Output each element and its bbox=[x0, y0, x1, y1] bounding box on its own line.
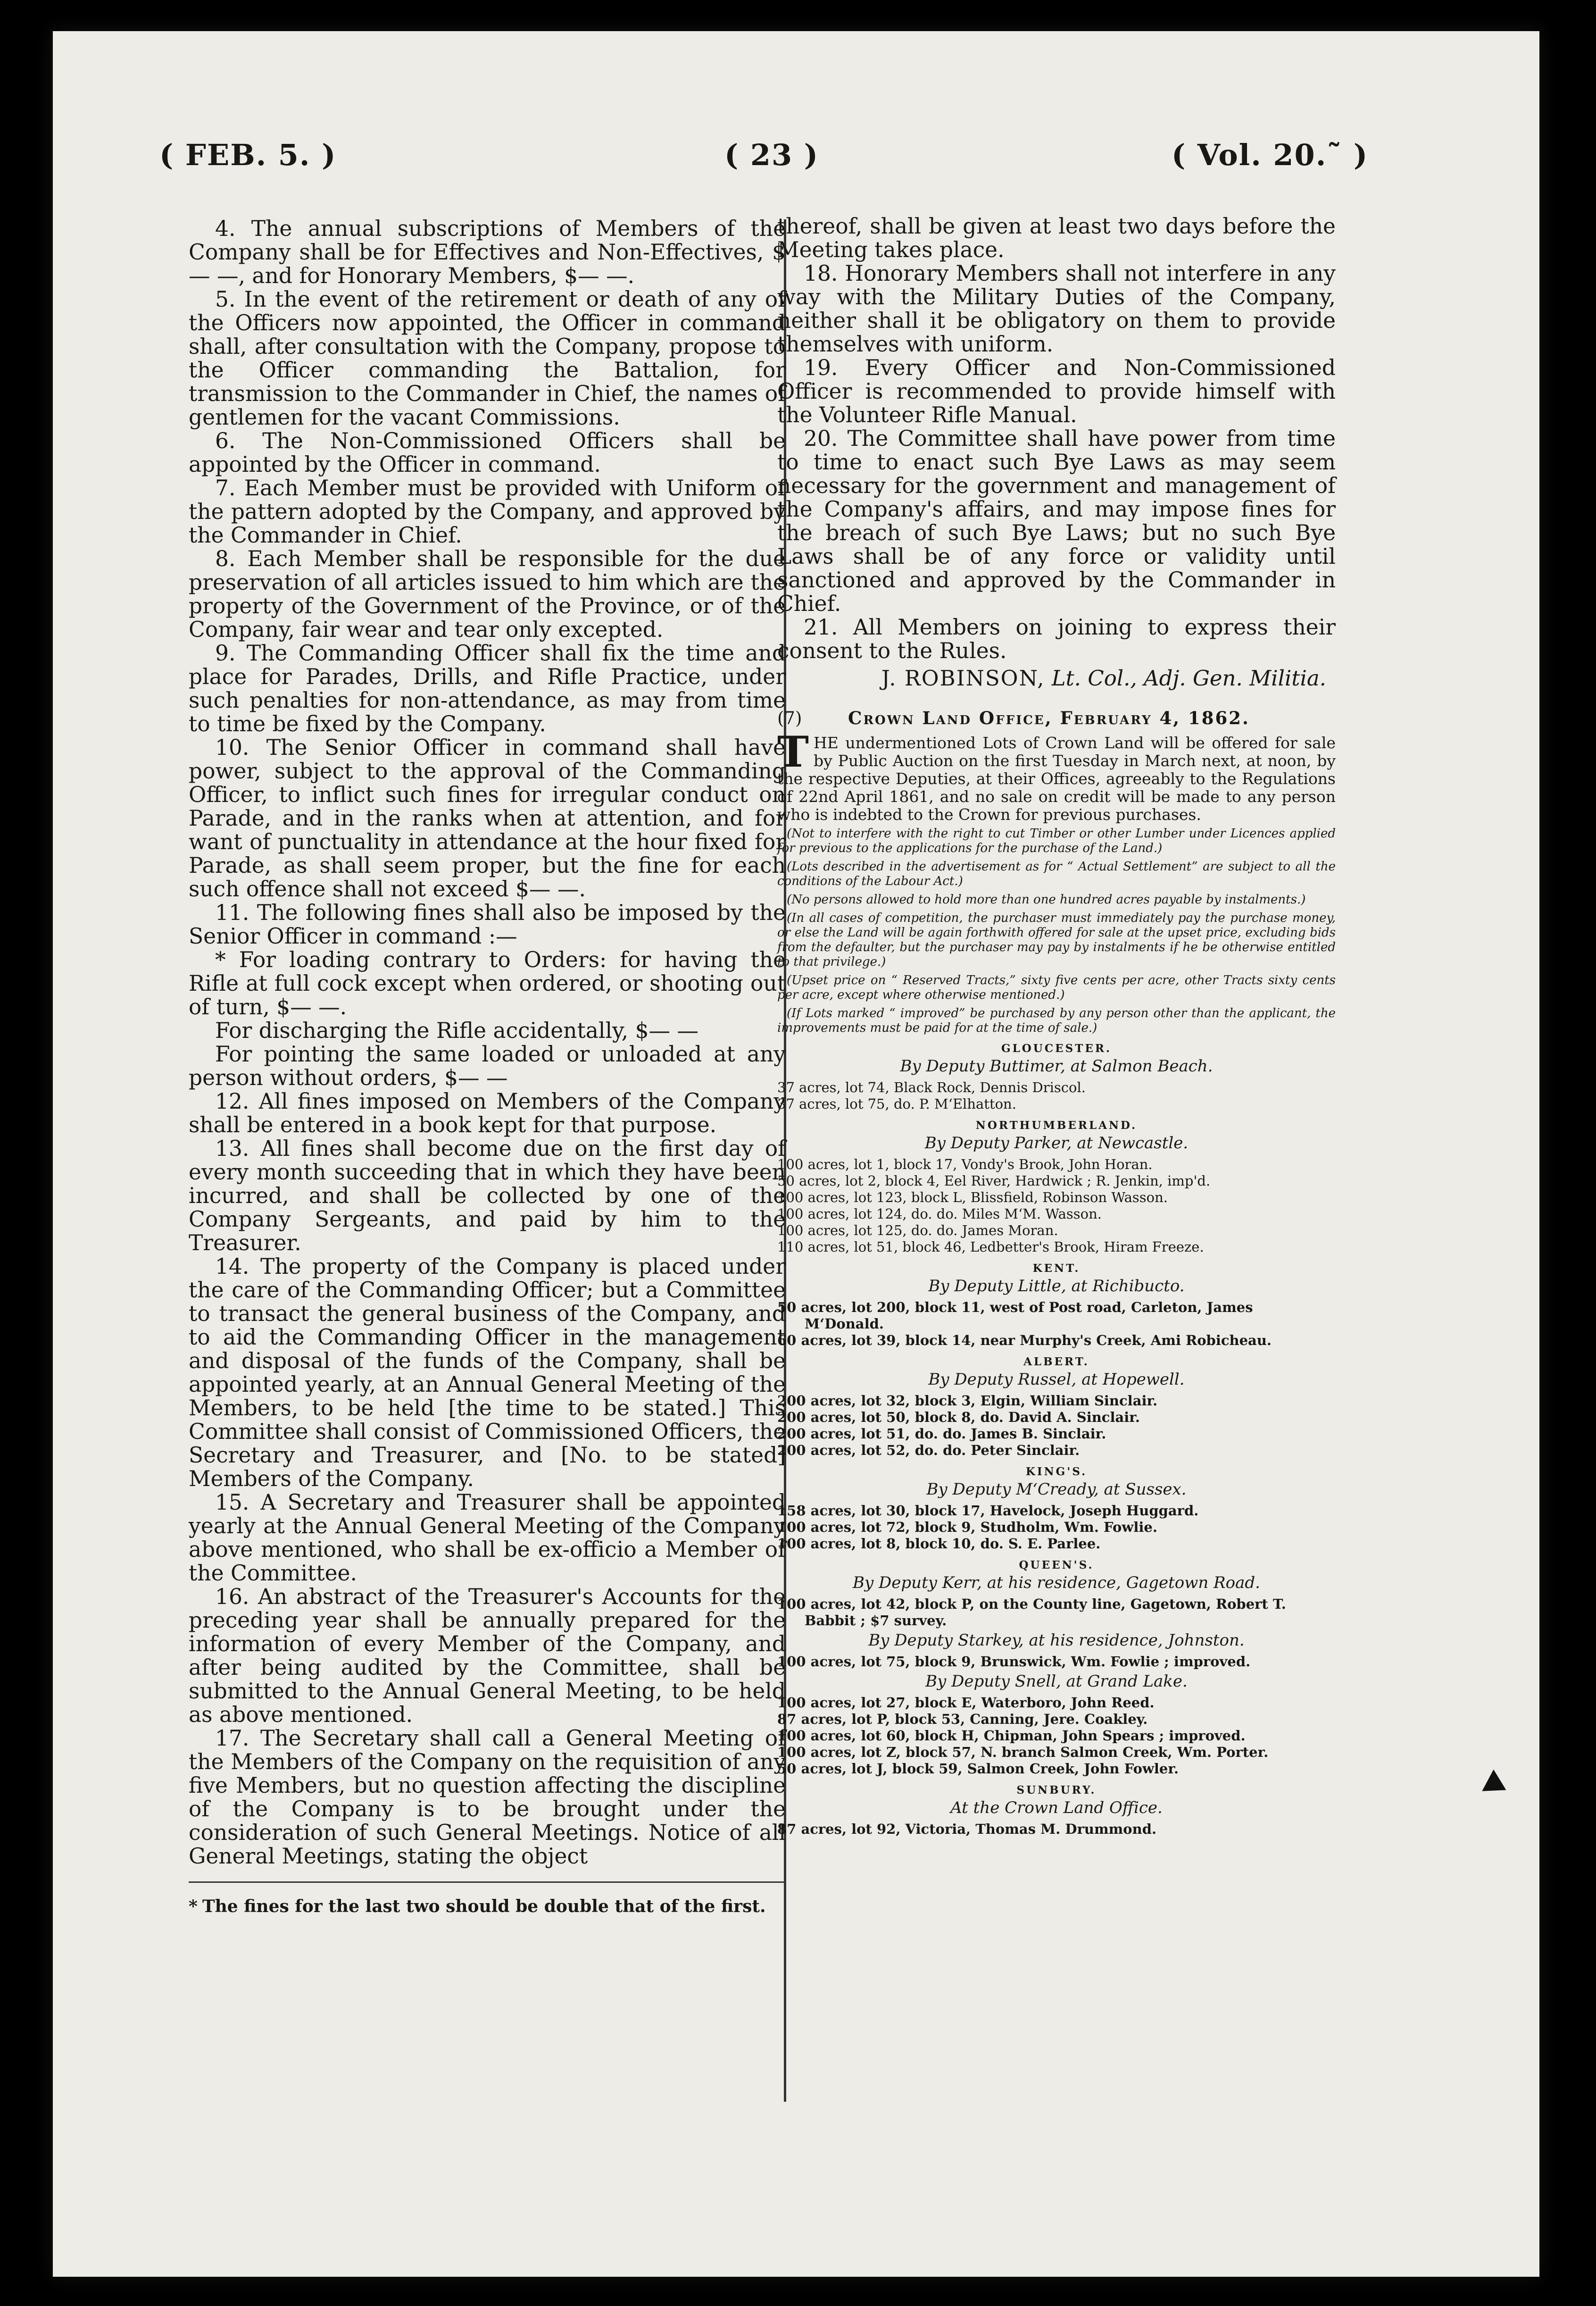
deputy-line: By Deputy Parker, at Newcastle. bbox=[924, 1134, 1189, 1153]
condition: (Not to interfere with the right to cut Timber or other Lumber under Licences applied for previous to the applications for the purchase of the Land.) bbox=[777, 827, 1336, 855]
rule-paragraph: 7. Each Member must be provided with Uniform of the pattern adopted by the Company, and approved by the Commander in Chief. bbox=[189, 476, 786, 548]
rule-paragraph: 15. A Secretary and Treasurer shall be appointed yearly at the Annual General Meeting of the Company above mentioned, who shall be ex-officio a Member of the Committee. bbox=[189, 1490, 786, 1586]
rule-paragraph: 19. Every Officer and Non-Commissioned Officer is recommended to provide himself with the Volunteer Rifle Manual. bbox=[777, 355, 1336, 427]
deputy-line: By Deputy Kerr, at his residence, Gagetown Road. bbox=[853, 1573, 1260, 1592]
rule-paragraph: 12. All fines imposed on Members of the Company shall be entered in a book kept for that purpose. bbox=[189, 1089, 786, 1137]
county-heading: GLOUCESTER. bbox=[1001, 1042, 1112, 1055]
lot-entry: 100 acres, lot 125, do. do. James Moran. bbox=[777, 1222, 1058, 1238]
notice-intro: HE undermentioned Lots of Crown Land will be offered for sale by Public Auction on the first Tuesday in March next, at noon, by the respective Deputies, at their Offices, agreeably to the Regulations of 22nd April 1861, and no sale on credit will be made to any person who is indebted to the Crown for previous purchases. bbox=[777, 734, 1336, 824]
header-page-number: ( 23 ) bbox=[724, 138, 819, 172]
rule-paragraph: thereof, shall be given at least two days before the Meeting takes place. bbox=[777, 214, 1336, 262]
signature bbox=[777, 665, 1326, 692]
header-date: ( FEB. 5. ) bbox=[159, 138, 337, 172]
lot-entry: 37 acres, lot 75, do. P. M‘Elhatton. bbox=[777, 1096, 1016, 1112]
left-column bbox=[189, 217, 786, 1920]
fine-item: For pointing the same loaded or unloaded at any person without orders, $— — bbox=[189, 1042, 786, 1090]
rule-paragraph: 4. The annual subscriptions of Members of the Company shall be for Effectives and Non-Effectives, $— —, and for Honorary Members, $— —. bbox=[189, 216, 786, 288]
lot-entry: 100 acres, lot 124, do. do. Miles M‘M. Wasson. bbox=[777, 1206, 1102, 1222]
lot-entry: 200 acres, lot 51, do. do. James B. Sinclair. bbox=[777, 1426, 1106, 1442]
condition: (No persons allowed to hold more than one hundred acres payable by instalments.) bbox=[787, 893, 1306, 907]
notice-title: Crown Land Office, February 4, 1862. bbox=[848, 708, 1250, 728]
lot-entry: 37 acres, lot 74, Black Rock, Dennis Driscol. bbox=[777, 1079, 1086, 1095]
rule-paragraph: 9. The Commanding Officer shall fix the time and place for Parades, Drills, and Rifle Practice, under such penalties for non-attendance, as may from time to time be fixed by the Company. bbox=[189, 641, 786, 736]
lot-entry: 110 acres, lot 51, block 46, Ledbetter's Brook, Hiram Freeze. bbox=[777, 1239, 1204, 1255]
deputy-line: By Deputy M‘Cready, at Sussex. bbox=[926, 1480, 1187, 1499]
lot-entry: 100 acres, lot 42, block P, on the County line, Gagetown, Robert T. Babbit ; $7 survey. bbox=[777, 1596, 1286, 1629]
county-heading: KING'S. bbox=[1025, 1465, 1088, 1478]
lot-entry: 100 acres, lot 27, block E, Waterboro, John Reed. bbox=[777, 1695, 1155, 1711]
notice-intro-block bbox=[777, 727, 1336, 824]
rule-paragraph: 13. All fines shall become due on the first day of every month succeeding that in which they have been incurred, and shall be collected by one of the Company Sergeants, and paid by him to the Treasurer. bbox=[189, 1136, 786, 1255]
footnote-mark: * bbox=[189, 1897, 198, 1916]
notice-number: (7) bbox=[777, 708, 802, 728]
fine-item: For discharging the Rifle accidentally, $— — bbox=[215, 1018, 698, 1043]
county-heading: KENT. bbox=[1032, 1262, 1081, 1275]
lot-entry: 50 acres, lot J, block 59, Salmon Creek, John Fowler. bbox=[777, 1761, 1179, 1777]
rule-paragraph: 20. The Committee shall have power from time to time to enact such Bye Laws as may seem necessary for the government and management of the Company's affairs, and may impose fines for the breach of such Bye Laws; but no such Bye Laws shall be of any force or validity until sanctioned and approved by the Commander in Chief. bbox=[777, 426, 1336, 616]
deputy-line: By Deputy Buttimer, at Salmon Beach. bbox=[900, 1057, 1213, 1076]
deputy-line: By Deputy Russel, at Hopewell. bbox=[928, 1370, 1185, 1389]
lot-entry: 100 acres, lot 75, block 9, Brunswick, Wm. Fowlie ; improved. bbox=[777, 1654, 1251, 1670]
notice-heading bbox=[777, 706, 1336, 730]
lot-entry: 100 acres, lot 72, block 9, Studholm, Wm. Fowlie. bbox=[777, 1519, 1157, 1535]
lot-entry: 87 acres, lot P, block 53, Canning, Jere. Coakley. bbox=[777, 1711, 1148, 1727]
deputy-line: At the Crown Land Office. bbox=[950, 1798, 1163, 1817]
signature-rank: Lt. Col., Adj. Gen. Militia. bbox=[1051, 666, 1326, 691]
lot-entry: 100 acres, lot 1, block 17, Vondy's Brook, John Horan. bbox=[777, 1156, 1153, 1172]
deputy-line: By Deputy Snell, at Grand Lake. bbox=[925, 1672, 1188, 1691]
county-heading: ALBERT. bbox=[1023, 1355, 1089, 1368]
lot-entry: 100 acres, lot 8, block 10, do. S. E. Parlee. bbox=[777, 1536, 1101, 1552]
condition: (In all cases of competition, the purchaser must immediately pay the purchase money, or else the Land will be again forthwith offered for sale at the upset price, excluding bids from the defaulter, but the purchaser may pay by instalments if he be otherwise entitled to that privilege.) bbox=[777, 911, 1336, 969]
fine-item: * For loading contrary to Orders: for having the Rifle at full cock except when ordered, or shooting out of turn, $— —. bbox=[189, 947, 786, 1019]
signature-name: J. ROBINSON, bbox=[881, 666, 1045, 691]
lot-entry: 50 acres, lot 2, block 4, Eel River, Hardwick ; R. Jenkin, imp'd. bbox=[777, 1173, 1211, 1189]
rule-paragraph: 18. Honorary Members shall not interfere in any way with the Military Duties of the Company, neither shall it be obligatory on them to provide themselves with uniform. bbox=[777, 261, 1336, 357]
lot-entry: 60 acres, lot 39, block 14, near Murphy's Creek, Ami Robicheau. bbox=[777, 1332, 1272, 1348]
drop-cap: T bbox=[777, 727, 809, 777]
lot-entry: 87 acres, lot 92, Victoria, Thomas M. Drummond. bbox=[777, 1821, 1157, 1837]
county-heading: QUEEN'S. bbox=[1019, 1559, 1094, 1571]
rule-paragraph: 5. In the event of the retirement or death of any of the Officers now appointed, the Officer in command shall, after consultation with the Company, propose to the Officer commanding the Battalion, for transmission to the Commander in Chief, the names of gentlemen for the vacant Commissions. bbox=[189, 287, 786, 430]
lot-entry: 200 acres, lot 52, do. do. Peter Sinclair. bbox=[777, 1442, 1080, 1458]
deputy-line: By Deputy Starkey, at his residence, Johnston. bbox=[868, 1631, 1245, 1650]
county-list bbox=[777, 1042, 1336, 1838]
rule-paragraph: 16. An abstract of the Treasurer's Accounts for the preceding year shall be annually prepared for the information of every Member of the Company, and after being audited by the Committee, shall be submitted to the Annual General Meeting, to be held as above mentioned. bbox=[189, 1584, 786, 1727]
deputy-line: By Deputy Little, at Richibucto. bbox=[928, 1277, 1185, 1295]
condition: (If Lots marked “ improved” be purchased by any person other than the applicant, the improvements must be paid for at the time of sale.) bbox=[777, 1006, 1336, 1035]
county-heading: NORTHUMBERLAND. bbox=[975, 1119, 1138, 1132]
rule-paragraph: 21. All Members on joining to express their consent to the Rules. bbox=[777, 615, 1336, 663]
rule-paragraph: 17. The Secretary shall call a General Meeting of the Members of the Company on the requisition of any five Members, but no question affecting the discipline of the Company is to be brought under the consideration of such General Meetings. Notice of all General Meetings, stating the object bbox=[189, 1726, 786, 1869]
footnote bbox=[189, 1893, 786, 1920]
rule-paragraph: 6. The Non-Commissioned Officers shall be appointed by the Officer in command. bbox=[189, 428, 786, 477]
header-volume: ( Vol. 20.˜ ) bbox=[1172, 138, 1369, 172]
footnote-rule bbox=[189, 1881, 786, 1883]
lot-entry: 200 acres, lot 32, block 3, Elgin, William Sinclair. bbox=[777, 1393, 1158, 1409]
condition: (Upset price on “ Reserved Tracts,” sixty five cents per acre, other Tracts sixty cents per acre, except where otherwise mentioned.) bbox=[777, 973, 1336, 1002]
lot-entry: 158 acres, lot 30, block 17, Havelock, Joseph Huggard. bbox=[777, 1503, 1199, 1519]
footnote-text: The fines for the last two should be double that of the first. bbox=[202, 1897, 766, 1916]
rule-paragraph: 14. The property of the Company is placed under the care of the Commanding Officer; but a Committee to transact the general business of the Company, and to aid the Commanding Officer in the management and disposal of the funds of the Company, shall be appointed yearly, at an Annual General Meeting of the Members, to be held [the time to be stated.] This Committee shall consist of Commissioned Officers, the Secretary and Treasurer, and [No. to be stated] Members of the Company. bbox=[189, 1254, 786, 1491]
lot-entry: 200 acres, lot 50, block 8, do. David A. Sinclair. bbox=[777, 1409, 1140, 1425]
lot-entry: 100 acres, lot Z, block 57, N. branch Salmon Creek, Wm. Porter. bbox=[777, 1744, 1269, 1760]
lot-entry: 100 acres, lot 123, block L, Blissfield, Robinson Wasson. bbox=[777, 1189, 1168, 1205]
rule-paragraph: 10. The Senior Officer in command shall have power, subject to the approval of the Commanding Officer, to inflict such fines for irregular conduct on Parade, and in the ranks when at attention, and for want of punctuality in attendance at the hour fixed for Parade, as shall seem proper, but the fine for each such offence shall not exceed $— —. bbox=[189, 735, 786, 902]
rule-paragraph: 11. The following fines shall also be imposed by the Senior Officer in command :— bbox=[189, 900, 786, 949]
county-heading: SUNBURY. bbox=[1016, 1784, 1097, 1796]
lot-entry: 100 acres, lot 60, block H, Chipman, John Spears ; improved. bbox=[777, 1728, 1246, 1744]
lot-entry: 50 acres, lot 200, block 11, west of Post road, Carleton, James M‘Donald. bbox=[777, 1299, 1253, 1332]
rule-paragraph: 8. Each Member shall be responsible for the due preservation of all articles issued to him which are the property of the Government of the Province, or of the Company, fair wear and tear only excepted. bbox=[189, 546, 786, 642]
condition: (Lots described in the advertisement as for “ Actual Settlement” are subject to all the conditions of the Labour Act.) bbox=[777, 860, 1336, 888]
right-column bbox=[777, 215, 1336, 1838]
